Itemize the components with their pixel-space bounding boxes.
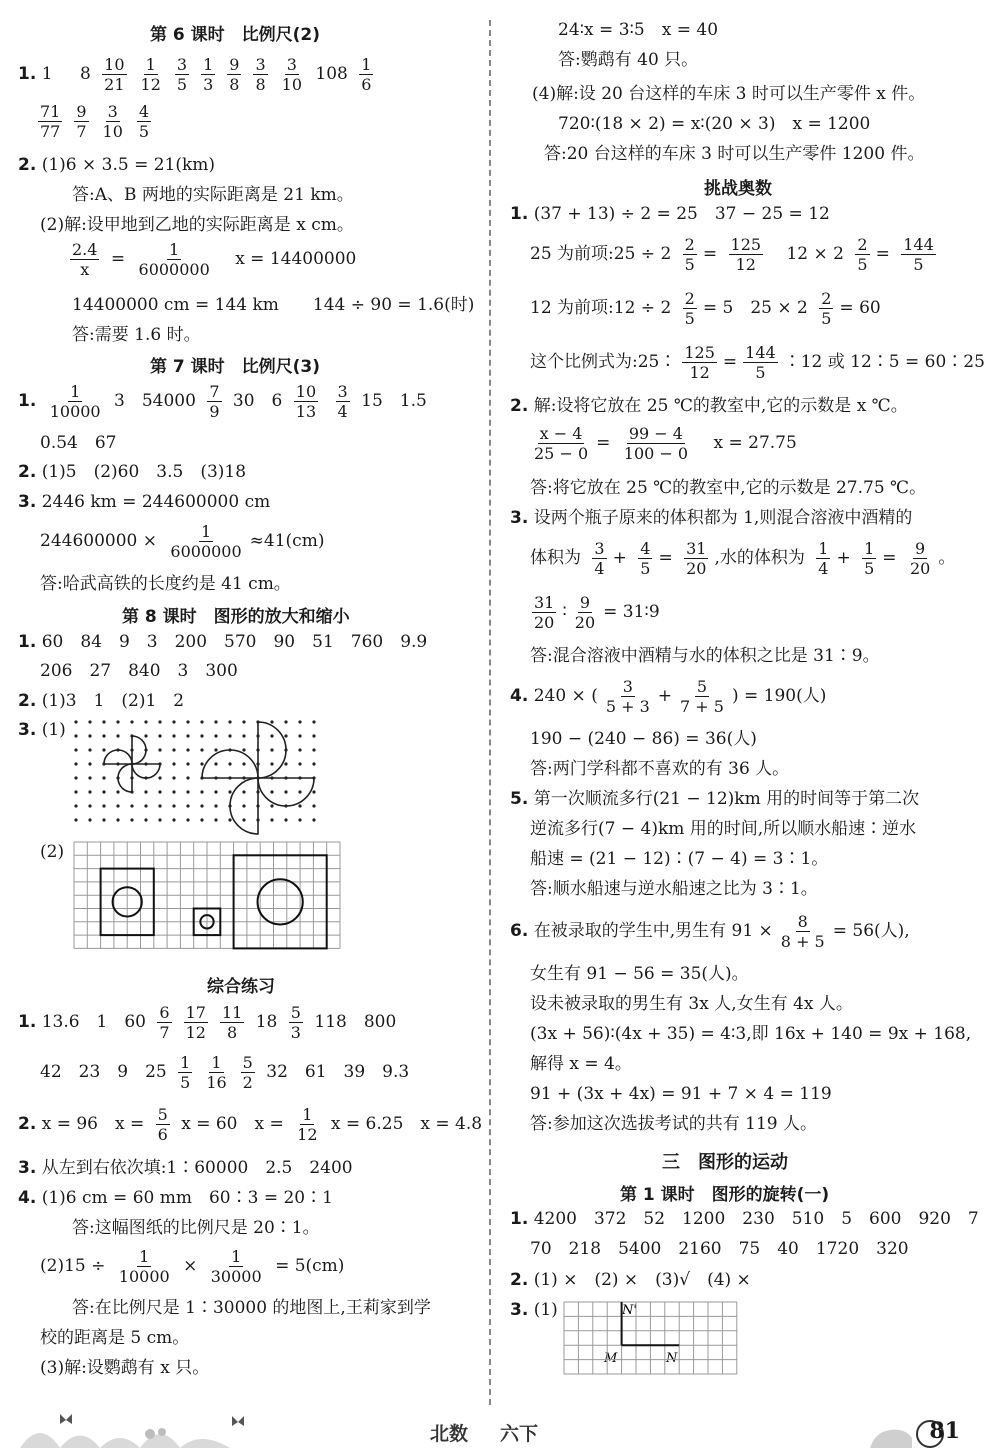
answer-z-3: 3. 从左到右依次填:1∶60000 2.5 2400 <box>18 1158 353 1178</box>
grid-dot <box>102 804 105 807</box>
grid-dot <box>172 762 175 765</box>
answer-7-1: 1. $\frac{1}{10000}$ 3 54000 $\frac{7}{9}$ 30 6 $\frac{10}{13}$ $\frac{3}{4}$ 15 1.5 <box>18 382 427 421</box>
grid-dot <box>74 790 77 793</box>
answer-7-3a: 3. 2446 km = 244600000 cm <box>18 492 271 512</box>
fraction: $\frac{1}{12}$ <box>140 55 161 94</box>
section-heading-challenge: 挑战奥数 <box>704 179 772 199</box>
answer-c3c: $\frac{31}{20}$ ∶ $\frac{9}{20}$ = 31∶9 <box>534 593 660 632</box>
grid-dot <box>172 734 175 737</box>
answer-7-2: 2. (1)5 (2)60 3.5 (3)18 <box>18 462 247 482</box>
grid-dot <box>158 818 161 821</box>
answer-r3: (4)解:设 20 台这样的车床 3 时可以生产零件 x 件。 <box>532 84 926 104</box>
grid-dot <box>214 734 217 737</box>
grid-dot <box>172 790 175 793</box>
grid-dot <box>158 804 161 807</box>
page-number: 81 <box>929 1418 960 1444</box>
fraction-group <box>32 102 157 141</box>
answer-z-1a: 1. 13.6 1 60 $\frac{6}{7}$ $\frac{17}{12}$ $\frac{11}{8}$ 18 $\frac{5}{3}$ 118 800 <box>18 1003 397 1042</box>
grid-dot <box>116 818 119 821</box>
grid-dot <box>158 776 161 779</box>
grid-dot <box>88 762 91 765</box>
grid-dot <box>74 720 77 723</box>
grid-dot <box>298 748 301 751</box>
section-heading-lesson-7: 第 7 课时 比例尺(3) <box>150 357 321 377</box>
grid-dot <box>158 720 161 723</box>
grid-dot <box>298 734 301 737</box>
grid-dot <box>102 776 105 779</box>
grid-dot <box>186 776 189 779</box>
grid-dot <box>242 762 245 765</box>
grid-dot <box>102 748 105 751</box>
rotation-grid-figure <box>564 1300 744 1376</box>
grid-dot <box>312 734 315 737</box>
grid-dot <box>116 790 119 793</box>
grid-dot <box>200 734 203 737</box>
fraction: $\frac{17}{12}$ <box>185 1003 206 1042</box>
answer-c3d: 答:混合溶液中酒精与水的体积之比是 31∶9。 <box>530 646 880 666</box>
answer-8-1b: 206 27 840 3 300 <box>40 661 238 681</box>
section-heading-lesson-8: 第 8 课时 图形的放大和缩小 <box>122 607 350 627</box>
grid-dot <box>312 762 315 765</box>
grid-dot <box>242 790 245 793</box>
answer-c6d: (3x + 56)∶(4x + 35) = 4∶3,即 16x + 140 = 9x + 168, <box>530 1024 972 1044</box>
fraction: $\frac{3}{8}$ <box>255 55 266 94</box>
fraction: $\frac{1}{3}$ <box>203 55 214 94</box>
fraction: $\frac{3}{5}$ <box>176 55 188 94</box>
grid-dot <box>228 720 231 723</box>
grid-dot <box>186 720 189 723</box>
grid-dot <box>214 720 217 723</box>
fraction: $\frac{4}{5}$ <box>138 102 150 141</box>
footer-grass-decoration <box>0 1408 1000 1449</box>
answer-c4b: 190 − (240 − 86) = 36(人) <box>530 729 757 749</box>
grid-dot <box>144 804 147 807</box>
fraction: $\frac{11}{8}$ <box>221 1003 243 1042</box>
grid-dot <box>242 748 245 751</box>
footer-grade: 六下 <box>500 1423 539 1445</box>
section-heading-lesson-6: 第 6 课时 比例尺(2) <box>150 25 321 45</box>
grid-dot <box>158 734 161 737</box>
grid-dot <box>102 790 105 793</box>
answer-c5d: 答:顺水船速与逆水船速之比为 3∶1。 <box>530 879 818 899</box>
grid-dot <box>102 818 105 821</box>
grid-dot <box>130 720 133 723</box>
answer-c5c: 船速 = (21 − 12)∶(7 − 4) = 3∶1。 <box>530 849 829 869</box>
fraction: $\frac{9}{8}$ <box>229 55 240 94</box>
grid-dot <box>172 720 175 723</box>
grid-dot <box>74 776 77 779</box>
answer-6-2c: (2)解:设甲地到乙地的实际距离是 x cm。 <box>40 215 354 235</box>
grid-dot <box>130 818 133 821</box>
column-divider <box>489 20 491 1405</box>
grid-dot <box>284 762 287 765</box>
grid-dot <box>88 804 91 807</box>
grid-dot <box>284 720 287 723</box>
grid-dot <box>172 818 175 821</box>
grid-dot <box>270 818 273 821</box>
answer-c3b: 体积为 $\frac{3}{4}$ + $\frac{4}{5}$ = $\frac{31}{20}$ ,水的体积为 $\frac{1}{4}$ + $\frac{1}{5}$ = $\frac{9}{20}$ 。 <box>530 539 956 578</box>
grid-dot <box>298 720 301 723</box>
fraction: $\frac{1}{5}$ <box>180 1053 191 1092</box>
grid-dot <box>200 804 203 807</box>
answer-6-1-cont <box>32 102 157 141</box>
grid-dot <box>214 818 217 821</box>
grid-dot <box>74 748 77 751</box>
answer-c6c: 设未被录取的男生有 3x 人,女生有 4x 人。 <box>530 994 853 1014</box>
grid-dot <box>200 790 203 793</box>
pinwheel-blade <box>104 750 132 764</box>
answer-c6f: 91 + (3x + 4x) = 91 + 7 × 4 = 119 <box>530 1084 832 1104</box>
answer-s1a: 1. 4200 372 52 1200 230 510 5 600 920 7 <box>510 1209 979 1229</box>
answer-7-3c: 答:哈武高铁的长度约是 41 cm。 <box>40 574 291 594</box>
grid-dot <box>228 790 231 793</box>
grid-dot <box>228 762 231 765</box>
answer-c4c: 答:两门学科都不喜欢的有 36 人。 <box>530 759 790 779</box>
grid-dot <box>214 790 217 793</box>
answer-z-4c: (2)15 ÷ $\frac{1}{10000}$ × $\frac{1}{30000}$ = 5(cm) <box>40 1247 345 1286</box>
answer-r5: 答:20 台这样的车床 3 时可以生产零件 1200 件。 <box>544 144 925 164</box>
grid-dot <box>144 734 147 737</box>
pinwheel-blade <box>132 764 160 778</box>
unit-heading: 三 图形的运动 <box>662 1152 788 1173</box>
grid-dot <box>214 748 217 751</box>
answer-c4a: 4. 240 × ( $\frac{3}{5 + 3}$ + $\frac{5}{7 + 5}$ ) = 190(人) <box>510 677 827 716</box>
answer-z-4a: 4. (1)6 cm = 60 mm 60∶3 = 20∶1 <box>18 1188 333 1208</box>
fraction: $\frac{9}{7}$ <box>76 102 87 141</box>
grid-dot <box>172 748 175 751</box>
grid-dot <box>200 762 203 765</box>
answer-7-3b: 244600000 × $\frac{1}{6000000}$ ≈41(cm) <box>40 522 325 561</box>
section-heading-review: 综合练习 <box>207 977 275 997</box>
footer-subject: 北数 <box>430 1423 469 1445</box>
grid-dot <box>312 804 315 807</box>
grid-dot <box>242 818 245 821</box>
grid-dot <box>312 748 315 751</box>
grid-dot <box>144 720 147 723</box>
pinwheel-dot-grid-figure <box>72 718 324 830</box>
answer-c6a: 6. 在被录取的学生中,男生有 91 × $\frac{8}{8 + 5}$ = 56(人), <box>510 912 910 951</box>
grid-dot <box>116 804 119 807</box>
answer-s3: 3. (1) <box>510 1300 558 1320</box>
grid-dot <box>270 790 273 793</box>
grid-dot <box>186 734 189 737</box>
grid-dot <box>186 748 189 751</box>
grid-dot <box>228 818 231 821</box>
answer-c1a: 1. (37 + 13) ÷ 2 = 25 37 − 25 = 12 <box>510 204 830 224</box>
answer-c5a: 5. 第一次顺流多行(21 − 12)km 用的时间等于第二次 <box>510 789 920 809</box>
grid-dot <box>200 720 203 723</box>
label-n: N <box>666 1351 678 1366</box>
fraction: $\frac{1}{6}$ <box>361 55 372 94</box>
square-grid-figure <box>72 840 340 952</box>
grid-dot <box>74 762 77 765</box>
grid-dot <box>88 734 91 737</box>
grid-dot <box>186 818 189 821</box>
answer-z-2: 2. x = 96 x = $\frac{5}{6}$ x = 60 x = $\frac{1}{12}$ x = 6.25 x = 4.8 <box>18 1105 483 1144</box>
grid-dot <box>242 804 245 807</box>
grid-dot <box>88 776 91 779</box>
grid-dot <box>312 720 315 723</box>
answer-s2: 2. (1) × (2) × (3)√ (4) × <box>510 1270 751 1290</box>
answer-6-1: 1. 1 8 $\frac{10}{21}$ $\frac{1}{12}$ $\frac{3}{5}$ $\frac{1}{3}$ $\frac{9}{8}$ $\frac{3}{8}$ $\frac{3}{10}$ 108 $\frac{1}{6}$ <box>18 55 372 94</box>
pinwheel-blade <box>118 764 132 792</box>
answer-c2a: 2. 解:设将它放在 25 ℃的教室中,它的示数是 x ℃。 <box>510 396 908 416</box>
section-heading-rotation: 第 1 课时 图形的旋转(一) <box>620 1185 830 1205</box>
label-m: M <box>604 1351 618 1366</box>
grid-dot <box>214 762 217 765</box>
grid-dot <box>116 734 119 737</box>
grid-dot <box>270 762 273 765</box>
answer-z-4d: 答:在比例尺是 1∶30000 的地图上,王莉家到学 <box>72 1298 431 1318</box>
answer-c1d: 这个比例式为:25∶ $\frac{125}{12}$ = $\frac{144}{5}$ ∶12 或 12∶5 = 60∶25 <box>530 343 985 382</box>
answer-c2b: $\frac{x - 4}{25 - 0}$ = $\frac{99 - 4}{100 - 0}$ x = 27.75 <box>534 424 797 463</box>
circle-shape <box>258 879 303 924</box>
answer-7-1-cont: 0.54 67 <box>40 433 117 453</box>
answer-r4: 720∶(18 × 2) = x∶(20 × 3) x = 1200 <box>558 114 871 134</box>
answer-6-2d: $\frac{2.4}{x}$ = $\frac{1}{6000000}$ x = 14400000 <box>72 240 357 279</box>
grid-dot <box>74 804 77 807</box>
grid-dot <box>116 720 119 723</box>
answer-8-3b-label: (2) <box>40 842 65 862</box>
answer-6-2f: 答:需要 1.6 时。 <box>72 325 201 345</box>
grid-dot <box>298 804 301 807</box>
grid-dot <box>102 720 105 723</box>
fraction: $\frac{6}{7}$ <box>159 1003 170 1042</box>
fraction: $\frac{3}{10}$ <box>102 102 123 141</box>
grid-dot <box>312 790 315 793</box>
fraction: $\frac{1}{16}$ <box>206 1053 227 1092</box>
grid-dot <box>186 790 189 793</box>
answer-s1b: 70 218 5400 2160 75 40 1720 320 <box>530 1239 909 1259</box>
fraction: $\frac{5}{2}$ <box>242 1053 253 1092</box>
grid-dot <box>186 762 189 765</box>
answer-c6b: 女生有 91 − 56 = 35(人)。 <box>530 964 749 984</box>
answer-c3a: 3. 设两个瓶子原来的体积都为 1,则混合溶液中酒精的 <box>510 508 913 528</box>
answer-c2c: 答:将它放在 25 ℃的教室中,它的示数是 27.75 ℃。 <box>530 478 927 498</box>
answer-r2: 答:鹦鹉有 40 只。 <box>558 50 699 70</box>
grid-dot <box>172 804 175 807</box>
answer-c6g: 答:参加这次选拔考试的共有 119 人。 <box>530 1114 817 1134</box>
grid-dot <box>298 790 301 793</box>
fraction: $\frac{3}{10}$ <box>281 55 302 94</box>
grid-dot <box>200 818 203 821</box>
answer-c1b: 25 为前项:25 ÷ 2 $\frac{2}{5}$ = $\frac{125}{12}$ 12 × 2 $\frac{2}{5}$ = $\frac{144}{5}$ <box>530 235 934 274</box>
answer-6-2a: 2. (1)6 × 3.5 = 21(km) <box>18 155 216 175</box>
grid-dot <box>284 818 287 821</box>
grid-dot <box>172 776 175 779</box>
grid-dot <box>74 734 77 737</box>
grid-dot <box>298 818 301 821</box>
answer-8-1a: 1. 60 84 9 3 200 570 90 51 760 9.9 <box>18 632 428 652</box>
answer-6-2b: 答:A、B 两地的实际距离是 21 km。 <box>72 185 354 205</box>
pinwheel-blade <box>132 736 146 764</box>
grid-dot <box>158 790 161 793</box>
grid-dot <box>214 804 217 807</box>
grid-dot <box>102 734 105 737</box>
answer-z-1b: 42 23 9 25 $\frac{1}{5}$ $\frac{1}{16}$ $\frac{5}{2}$ 32 61 39 9.3 <box>40 1053 410 1092</box>
grid-dot <box>298 762 301 765</box>
grid-dot <box>270 720 273 723</box>
grid-dot <box>242 720 245 723</box>
answer-c5b: 逆流多行(7 − 4)km 用的时间,所以顺水船速∶逆水 <box>530 819 917 839</box>
answer-z-4f: (3)解:设鹦鹉有 x 只。 <box>40 1358 210 1378</box>
grid-dot <box>158 748 161 751</box>
square-shape <box>234 855 327 948</box>
grid-dot <box>144 818 147 821</box>
answer-c6e: 解得 x = 4。 <box>530 1054 632 1074</box>
fraction: $\frac{10}{21}$ <box>104 55 125 94</box>
grid-dot <box>88 748 91 751</box>
grid-dot <box>270 734 273 737</box>
grid-dot <box>270 748 273 751</box>
grid-dot <box>144 790 147 793</box>
grid-dot <box>284 734 287 737</box>
answer-6-2e: 14400000 cm = 144 km 144 ÷ 90 = 1.6(时) <box>72 295 475 315</box>
grid-dot <box>186 804 189 807</box>
answer-r1: 24∶x = 3∶5 x = 40 <box>558 20 719 40</box>
grid-dot <box>74 818 77 821</box>
grid-dot <box>88 720 91 723</box>
grid-dot <box>312 818 315 821</box>
grid-dot <box>200 748 203 751</box>
answer-8-2: 2. (1)3 1 (2)1 2 <box>18 691 185 711</box>
label-n-prime: N' <box>622 1303 637 1318</box>
fraction: $\frac{71}{77}$ <box>40 102 61 141</box>
answer-z-4e: 校的距离是 5 cm。 <box>40 1328 190 1348</box>
answer-c1c: 12 为前项:12 ÷ 2 $\frac{2}{5}$ = 5 25 × 2 $\frac{2}{5}$ = 60 <box>530 289 881 328</box>
grid-dot <box>130 804 133 807</box>
grid-dot <box>88 790 91 793</box>
grid-dot <box>242 734 245 737</box>
grid-dot <box>270 804 273 807</box>
grid-dot <box>284 790 287 793</box>
answer-8-3: 3. (1) <box>18 720 66 740</box>
grid-dot <box>88 818 91 821</box>
answer-z-4b: 答:这幅图纸的比例尺是 20∶1。 <box>72 1218 320 1238</box>
grid-dot <box>228 734 231 737</box>
